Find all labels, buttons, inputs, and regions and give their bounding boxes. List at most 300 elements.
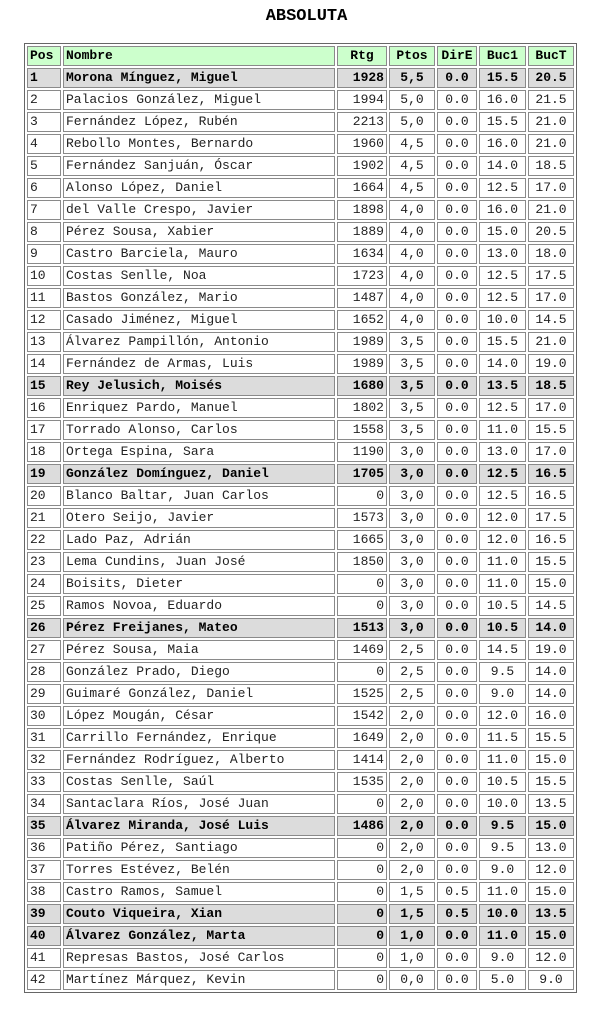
cell-pts: 3,0 (389, 552, 435, 572)
cell-buct: 15.0 (528, 750, 574, 770)
cell-name: Carrillo Fernández, Enrique (63, 728, 335, 748)
table-row (27, 860, 574, 880)
cell-buct: 21.0 (528, 332, 574, 352)
cell-buct: 15.5 (528, 552, 574, 572)
cell-rtg: 1989 (337, 354, 387, 374)
cell-rtg: 1486 (337, 816, 387, 836)
cell-pos: 17 (27, 420, 61, 440)
cell-dire: 0.0 (437, 662, 477, 682)
cell-name: Morona Mínguez, Miguel (63, 68, 335, 88)
cell-dire: 0.0 (437, 706, 477, 726)
cell-pos: 15 (27, 376, 61, 396)
cell-pts: 3,0 (389, 442, 435, 462)
cell-pts: 5,0 (389, 112, 435, 132)
cell-rtg: 1802 (337, 398, 387, 418)
table-row (27, 574, 574, 594)
cell-pos: 1 (27, 68, 61, 88)
table-row (27, 90, 574, 110)
cell-pos: 5 (27, 156, 61, 176)
cell-pts: 3,5 (389, 376, 435, 396)
cell-rtg: 0 (337, 838, 387, 858)
cell-pts: 1,0 (389, 948, 435, 968)
cell-rtg: 1705 (337, 464, 387, 484)
table-row (27, 706, 574, 726)
table-row (27, 332, 574, 352)
cell-pos: 24 (27, 574, 61, 594)
cell-dire: 0.0 (437, 222, 477, 242)
cell-buct: 17.0 (528, 178, 574, 198)
cell-pos: 42 (27, 970, 61, 990)
cell-buct: 16.5 (528, 464, 574, 484)
cell-buct: 21.0 (528, 134, 574, 154)
cell-dire: 0.0 (437, 68, 477, 88)
cell-pts: 5,5 (389, 68, 435, 88)
table-row (27, 112, 574, 132)
cell-pos: 28 (27, 662, 61, 682)
table-row (27, 904, 574, 924)
table-row (27, 838, 574, 858)
cell-name: del Valle Crespo, Javier (63, 200, 335, 220)
table-row (27, 684, 574, 704)
cell-rtg: 1989 (337, 332, 387, 352)
cell-dire: 0.0 (437, 772, 477, 792)
cell-buc1: 12.0 (479, 508, 526, 528)
cell-buct: 19.0 (528, 640, 574, 660)
cell-pts: 2,0 (389, 706, 435, 726)
cell-pts: 1,5 (389, 904, 435, 924)
cell-buct: 15.0 (528, 816, 574, 836)
cell-pts: 3,0 (389, 596, 435, 616)
cell-dire: 0.0 (437, 926, 477, 946)
cell-pts: 3,0 (389, 574, 435, 594)
cell-pos: 33 (27, 772, 61, 792)
cell-pos: 23 (27, 552, 61, 572)
cell-rtg: 0 (337, 486, 387, 506)
cell-buc1: 11.0 (479, 882, 526, 902)
cell-name: López Mougán, César (63, 706, 335, 726)
cell-pts: 2,0 (389, 816, 435, 836)
cell-name: González Prado, Diego (63, 662, 335, 682)
cell-name: Ortega Espina, Sara (63, 442, 335, 462)
cell-buct: 14.5 (528, 310, 574, 330)
cell-dire: 0.0 (437, 728, 477, 748)
cell-pos: 14 (27, 354, 61, 374)
cell-pos: 18 (27, 442, 61, 462)
cell-dire: 0.0 (437, 816, 477, 836)
table-row (27, 68, 574, 88)
cell-buc1: 14.5 (479, 640, 526, 660)
cell-buc1: 9.0 (479, 860, 526, 880)
cell-buct: 13.0 (528, 838, 574, 858)
cell-buct: 15.0 (528, 882, 574, 902)
cell-pts: 4,0 (389, 288, 435, 308)
cell-buc1: 9.5 (479, 662, 526, 682)
cell-buc1: 13.0 (479, 244, 526, 264)
cell-buct: 16.5 (528, 486, 574, 506)
cell-pos: 29 (27, 684, 61, 704)
cell-pos: 19 (27, 464, 61, 484)
table-row (27, 398, 574, 418)
cell-rtg: 0 (337, 926, 387, 946)
cell-buct: 15.5 (528, 420, 574, 440)
cell-buc1: 12.5 (479, 288, 526, 308)
cell-buc1: 11.0 (479, 926, 526, 946)
table-row (27, 772, 574, 792)
cell-pos: 26 (27, 618, 61, 638)
cell-pos: 35 (27, 816, 61, 836)
cell-buc1: 11.0 (479, 574, 526, 594)
cell-pts: 2,0 (389, 728, 435, 748)
cell-dire: 0.0 (437, 288, 477, 308)
cell-name: Fernández de Armas, Luis (63, 354, 335, 374)
table-row (27, 948, 574, 968)
cell-name: Patiño Pérez, Santiago (63, 838, 335, 858)
cell-buc1: 15.5 (479, 68, 526, 88)
cell-pos: 25 (27, 596, 61, 616)
cell-rtg: 0 (337, 970, 387, 990)
cell-buct: 19.0 (528, 354, 574, 374)
table-row (27, 618, 574, 638)
cell-rtg: 2213 (337, 112, 387, 132)
cell-name: Fernández Rodríguez, Alberto (63, 750, 335, 770)
header-buct: BucT (528, 46, 574, 66)
cell-name: Álvarez Miranda, José Luis (63, 816, 335, 836)
table-row (27, 640, 574, 660)
cell-name: Rey Jelusich, Moisés (63, 376, 335, 396)
cell-pts: 3,5 (389, 420, 435, 440)
cell-pts: 2,5 (389, 662, 435, 682)
cell-rtg: 1535 (337, 772, 387, 792)
cell-pts: 2,0 (389, 750, 435, 770)
cell-buct: 14.0 (528, 618, 574, 638)
cell-name: Rebollo Montes, Bernardo (63, 134, 335, 154)
cell-dire: 0.0 (437, 948, 477, 968)
cell-buc1: 10.0 (479, 904, 526, 924)
cell-buc1: 10.5 (479, 772, 526, 792)
cell-dire: 0.0 (437, 640, 477, 660)
cell-name: Pérez Freijanes, Mateo (63, 618, 335, 638)
cell-dire: 0.0 (437, 838, 477, 858)
cell-pos: 10 (27, 266, 61, 286)
cell-buct: 14.0 (528, 684, 574, 704)
table-row (27, 222, 574, 242)
cell-buct: 15.0 (528, 926, 574, 946)
cell-buc1: 12.5 (479, 398, 526, 418)
cell-buct: 17.0 (528, 288, 574, 308)
cell-dire: 0.0 (437, 596, 477, 616)
cell-dire: 0.0 (437, 552, 477, 572)
cell-pts: 2,5 (389, 640, 435, 660)
cell-name: Represas Bastos, José Carlos (63, 948, 335, 968)
cell-buct: 17.0 (528, 442, 574, 462)
cell-pos: 21 (27, 508, 61, 528)
cell-rtg: 1723 (337, 266, 387, 286)
cell-name: Lado Paz, Adrián (63, 530, 335, 550)
cell-rtg: 1542 (337, 706, 387, 726)
cell-buc1: 9.5 (479, 816, 526, 836)
cell-buc1: 11.0 (479, 552, 526, 572)
cell-pts: 3,5 (389, 354, 435, 374)
cell-buc1: 11.5 (479, 728, 526, 748)
cell-rtg: 1850 (337, 552, 387, 572)
cell-rtg: 0 (337, 794, 387, 814)
cell-rtg: 0 (337, 882, 387, 902)
cell-rtg: 0 (337, 904, 387, 924)
cell-buc1: 9.5 (479, 838, 526, 858)
cell-buc1: 12.5 (479, 486, 526, 506)
cell-pos: 13 (27, 332, 61, 352)
cell-dire: 0.0 (437, 178, 477, 198)
cell-rtg: 0 (337, 948, 387, 968)
cell-name: Álvarez González, Marta (63, 926, 335, 946)
cell-rtg: 1558 (337, 420, 387, 440)
cell-rtg: 1994 (337, 90, 387, 110)
table-row (27, 596, 574, 616)
cell-name: Enriquez Pardo, Manuel (63, 398, 335, 418)
table-row (27, 420, 574, 440)
cell-name: Alonso López, Daniel (63, 178, 335, 198)
cell-dire: 0.0 (437, 90, 477, 110)
cell-buc1: 14.0 (479, 156, 526, 176)
header-buc1: Buc1 (479, 46, 526, 66)
cell-name: Couto Viqueira, Xian (63, 904, 335, 924)
cell-buct: 17.5 (528, 508, 574, 528)
standings-body (27, 68, 574, 990)
cell-buc1: 16.0 (479, 200, 526, 220)
cell-buc1: 9.0 (479, 948, 526, 968)
cell-dire: 0.0 (437, 332, 477, 352)
cell-pts: 3,0 (389, 530, 435, 550)
cell-rtg: 1652 (337, 310, 387, 330)
cell-rtg: 1665 (337, 530, 387, 550)
cell-name: Fernández López, Rubén (63, 112, 335, 132)
cell-dire: 0.0 (437, 156, 477, 176)
cell-buc1: 12.5 (479, 266, 526, 286)
cell-buct: 15.0 (528, 574, 574, 594)
cell-buc1: 15.0 (479, 222, 526, 242)
cell-pos: 20 (27, 486, 61, 506)
cell-buc1: 16.0 (479, 134, 526, 154)
cell-dire: 0.0 (437, 310, 477, 330)
cell-name: Álvarez Pampillón, Antonio (63, 332, 335, 352)
cell-rtg: 1680 (337, 376, 387, 396)
cell-buc1: 15.5 (479, 112, 526, 132)
cell-buct: 17.5 (528, 266, 574, 286)
cell-dire: 0.0 (437, 376, 477, 396)
cell-pos: 9 (27, 244, 61, 264)
cell-pts: 4,0 (389, 200, 435, 220)
cell-pts: 2,0 (389, 838, 435, 858)
cell-dire: 0.0 (437, 618, 477, 638)
cell-pos: 36 (27, 838, 61, 858)
cell-pts: 3,5 (389, 398, 435, 418)
cell-dire: 0.0 (437, 200, 477, 220)
table-row (27, 882, 574, 902)
cell-buct: 15.5 (528, 772, 574, 792)
cell-rtg: 1513 (337, 618, 387, 638)
cell-buc1: 13.5 (479, 376, 526, 396)
cell-buct: 20.5 (528, 68, 574, 88)
cell-dire: 0.0 (437, 860, 477, 880)
cell-name: Castro Barciela, Mauro (63, 244, 335, 264)
header-pos: Pos (27, 46, 61, 66)
cell-name: Guimaré González, Daniel (63, 684, 335, 704)
cell-rtg: 1634 (337, 244, 387, 264)
cell-pts: 3,0 (389, 464, 435, 484)
table-row (27, 662, 574, 682)
cell-pos: 41 (27, 948, 61, 968)
cell-pts: 2,0 (389, 772, 435, 792)
cell-dire: 0.0 (437, 508, 477, 528)
cell-name: Blanco Baltar, Juan Carlos (63, 486, 335, 506)
table-row (27, 354, 574, 374)
cell-buc1: 10.0 (479, 794, 526, 814)
cell-name: Castro Ramos, Samuel (63, 882, 335, 902)
header-row (27, 46, 574, 66)
cell-name: Pérez Sousa, Maia (63, 640, 335, 660)
cell-buc1: 12.5 (479, 464, 526, 484)
table-row (27, 794, 574, 814)
cell-pts: 5,0 (389, 90, 435, 110)
cell-dire: 0.0 (437, 530, 477, 550)
cell-name: Pérez Sousa, Xabier (63, 222, 335, 242)
table-row (27, 134, 574, 154)
cell-pts: 0,0 (389, 970, 435, 990)
cell-buc1: 16.0 (479, 90, 526, 110)
cell-pos: 8 (27, 222, 61, 242)
table-row (27, 816, 574, 836)
cell-pts: 2,0 (389, 860, 435, 880)
cell-buc1: 13.0 (479, 442, 526, 462)
cell-pos: 22 (27, 530, 61, 550)
cell-name: Santaclara Ríos, José Juan (63, 794, 335, 814)
header-pts: Ptos (389, 46, 435, 66)
cell-buct: 16.5 (528, 530, 574, 550)
table-row (27, 376, 574, 396)
cell-buc1: 15.5 (479, 332, 526, 352)
cell-buc1: 10.0 (479, 310, 526, 330)
cell-name: Otero Seijo, Javier (63, 508, 335, 528)
cell-pos: 6 (27, 178, 61, 198)
cell-buc1: 10.5 (479, 596, 526, 616)
cell-buc1: 14.0 (479, 354, 526, 374)
cell-pts: 1,0 (389, 926, 435, 946)
cell-pts: 3,0 (389, 618, 435, 638)
cell-name: Costas Senlle, Noa (63, 266, 335, 286)
cell-rtg: 1898 (337, 200, 387, 220)
cell-rtg: 1649 (337, 728, 387, 748)
cell-buc1: 9.0 (479, 684, 526, 704)
cell-buct: 18.0 (528, 244, 574, 264)
cell-rtg: 1928 (337, 68, 387, 88)
cell-buct: 14.5 (528, 596, 574, 616)
cell-buc1: 11.0 (479, 750, 526, 770)
cell-pos: 11 (27, 288, 61, 308)
cell-rtg: 1889 (337, 222, 387, 242)
cell-dire: 0.0 (437, 794, 477, 814)
cell-pts: 4,5 (389, 156, 435, 176)
cell-pts: 1,5 (389, 882, 435, 902)
cell-pts: 4,5 (389, 178, 435, 198)
page-title: ABSOLUTA (265, 7, 348, 26)
cell-buct: 21.5 (528, 90, 574, 110)
table-row (27, 552, 574, 572)
table-row (27, 310, 574, 330)
cell-rtg: 1487 (337, 288, 387, 308)
cell-rtg: 1190 (337, 442, 387, 462)
cell-name: Bastos González, Mario (63, 288, 335, 308)
cell-buct: 17.0 (528, 398, 574, 418)
cell-pos: 37 (27, 860, 61, 880)
cell-name: Lema Cundins, Juan José (63, 552, 335, 572)
cell-pos: 30 (27, 706, 61, 726)
cell-dire: 0.0 (437, 464, 477, 484)
cell-dire: 0.5 (437, 882, 477, 902)
cell-pos: 31 (27, 728, 61, 748)
cell-dire: 0.0 (437, 354, 477, 374)
cell-buct: 16.0 (528, 706, 574, 726)
cell-buct: 18.5 (528, 156, 574, 176)
cell-name: Palacios González, Miguel (63, 90, 335, 110)
cell-rtg: 0 (337, 662, 387, 682)
table-row (27, 288, 574, 308)
cell-rtg: 1414 (337, 750, 387, 770)
cell-dire: 0.0 (437, 266, 477, 286)
cell-name: Fernández Sanjuán, Óscar (63, 156, 335, 176)
cell-buct: 12.0 (528, 860, 574, 880)
cell-name: González Domínguez, Daniel (63, 464, 335, 484)
cell-name: Boisits, Dieter (63, 574, 335, 594)
cell-pos: 34 (27, 794, 61, 814)
cell-buct: 9.0 (528, 970, 574, 990)
table-row (27, 464, 574, 484)
cell-buc1: 12.0 (479, 706, 526, 726)
cell-dire: 0.0 (437, 398, 477, 418)
cell-pts: 4,0 (389, 266, 435, 286)
table-row (27, 178, 574, 198)
cell-dire: 0.0 (437, 486, 477, 506)
cell-pts: 2,0 (389, 794, 435, 814)
cell-pts: 2,5 (389, 684, 435, 704)
cell-buct: 13.5 (528, 794, 574, 814)
cell-name: Martínez Márquez, Kevin (63, 970, 335, 990)
cell-buc1: 12.0 (479, 530, 526, 550)
cell-pos: 40 (27, 926, 61, 946)
cell-name: Torres Estévez, Belén (63, 860, 335, 880)
cell-dire: 0.5 (437, 904, 477, 924)
cell-pts: 4,0 (389, 222, 435, 242)
cell-dire: 0.0 (437, 244, 477, 264)
cell-rtg: 1573 (337, 508, 387, 528)
cell-rtg: 1902 (337, 156, 387, 176)
cell-pos: 39 (27, 904, 61, 924)
cell-pos: 2 (27, 90, 61, 110)
cell-buct: 18.5 (528, 376, 574, 396)
table-row (27, 442, 574, 462)
table-row (27, 508, 574, 528)
cell-buct: 15.5 (528, 728, 574, 748)
table-row (27, 728, 574, 748)
cell-pts: 3,0 (389, 508, 435, 528)
cell-pts: 3,5 (389, 332, 435, 352)
table-row (27, 244, 574, 264)
cell-buct: 21.0 (528, 200, 574, 220)
cell-pts: 4,0 (389, 244, 435, 264)
cell-dire: 0.0 (437, 750, 477, 770)
cell-name: Costas Senlle, Saúl (63, 772, 335, 792)
header-name: Nombre (63, 46, 335, 66)
cell-pos: 4 (27, 134, 61, 154)
